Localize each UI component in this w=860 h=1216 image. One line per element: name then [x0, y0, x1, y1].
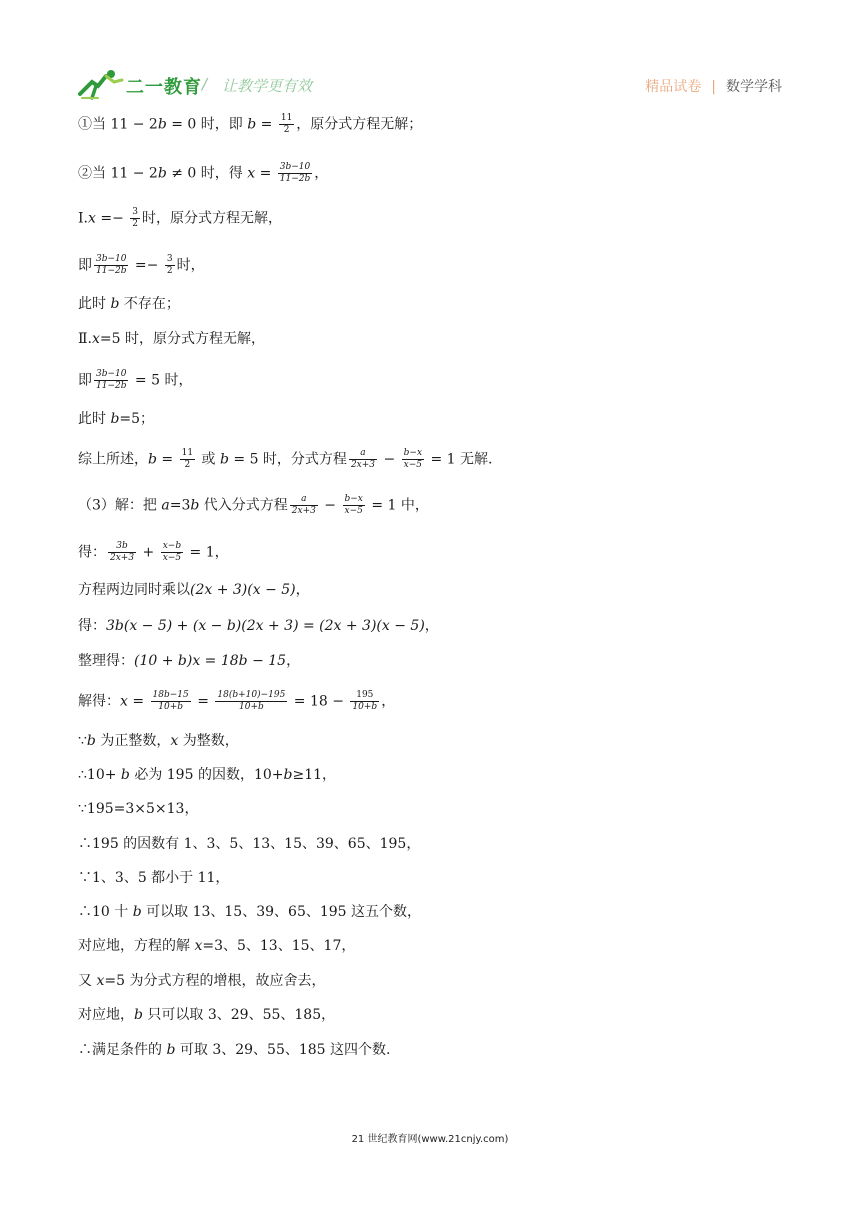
text: Ⅰ. [78, 210, 88, 227]
text: = 18 − [289, 693, 349, 710]
text: = 1 中， [366, 497, 429, 514]
variable: b [148, 451, 157, 468]
text: ， [286, 653, 301, 669]
text: − [379, 451, 400, 468]
text: = [255, 165, 276, 182]
fraction [290, 494, 318, 517]
text: =5； [119, 411, 155, 427]
solution-line [78, 254, 205, 277]
tag-premium-paper: 精品试卷 [645, 79, 702, 95]
variable: x [247, 165, 256, 182]
text: 即 [78, 372, 92, 389]
denominator: x−5 [403, 460, 423, 470]
page-header [0, 0, 860, 110]
variable: b [219, 451, 229, 468]
fraction [215, 690, 287, 713]
header-tags [645, 76, 782, 96]
solution-line [78, 207, 282, 230]
numerator: 11 [280, 113, 293, 123]
text: ∴10+ [78, 767, 121, 783]
denominator: 2 [166, 266, 173, 276]
solution-line: ∴195 的因数有 1、3、5、13、15、39、65、195， [78, 836, 421, 852]
text: 解得： [78, 693, 120, 710]
text: − [319, 497, 341, 514]
text: 又 [78, 973, 97, 989]
variable: x [91, 331, 100, 347]
denominator: 10+b [158, 702, 184, 712]
fraction [130, 207, 140, 230]
solution-line [78, 494, 429, 517]
solution-line [78, 369, 192, 392]
solution-line [78, 731, 239, 751]
text: 得： [78, 618, 106, 634]
denominator: 11−2b [96, 381, 127, 391]
text: =3、5、13、15、17， [202, 938, 356, 954]
text: = [192, 693, 214, 710]
fraction [349, 448, 377, 471]
brand-slogan: 让教学更有效 [222, 77, 313, 95]
fraction [180, 448, 195, 471]
fraction [278, 162, 312, 185]
header-slash: / [202, 75, 208, 93]
numerator: 18b−15 [152, 690, 189, 700]
denominator: 2 [132, 219, 138, 229]
numerator: 195 [350, 690, 379, 702]
variable: x [120, 693, 128, 710]
fraction [350, 690, 379, 713]
text: Ⅱ. [78, 331, 92, 347]
text: 为正整数， [95, 733, 171, 749]
denominator: x−5 [344, 506, 363, 516]
fraction [279, 113, 294, 136]
fraction [343, 494, 365, 517]
solution-line [78, 616, 439, 636]
text: = 1 无解. [426, 451, 493, 468]
variable: x [170, 733, 179, 749]
variable: x [194, 938, 203, 954]
variable: b [166, 1042, 176, 1058]
brand-name: 二一教育 [126, 77, 202, 98]
solution-line [78, 902, 421, 922]
text: 整理得： [78, 653, 134, 669]
text: 或 [197, 451, 220, 468]
fraction [161, 541, 183, 564]
text: ①当 11 − 2 [78, 116, 158, 133]
text: ， [424, 618, 439, 634]
variable: b [157, 116, 167, 133]
denominator: 10+b [352, 702, 378, 712]
solution-line [78, 765, 336, 785]
fraction [94, 254, 128, 277]
numerator: x−b [162, 541, 182, 551]
text: ≥11， [292, 767, 337, 783]
text: ②当 11 − 2 [78, 165, 158, 182]
text: （3）解：把 [78, 497, 162, 514]
solution-line: ∵195=3×5×13， [78, 801, 199, 817]
text: =5 为分式方程的增根，故应舍去， [104, 973, 326, 989]
solution-line [78, 690, 395, 713]
text: + [138, 544, 159, 561]
text: =3 [169, 497, 191, 514]
solution-line: ∵1、3、5 都小于 11， [78, 870, 230, 886]
text: = 0 时，即 [166, 116, 248, 133]
solution-line [78, 971, 325, 991]
solution-line [78, 541, 229, 564]
text: 综上所述， [78, 451, 148, 468]
solution-line [78, 580, 310, 600]
math-expression: (10 + b)x = 18b − 15 [134, 653, 287, 669]
numerator: a [349, 448, 377, 460]
text: 方程两边同时乘以 [78, 582, 190, 598]
numerator: 3b−10 [279, 162, 311, 172]
numerator: b−x [403, 448, 423, 458]
text: 代入分式方程 [199, 497, 288, 514]
math-expression: (2x + 3)(x − 5) [190, 582, 296, 598]
text: 时， [176, 257, 205, 274]
solution-line [78, 1005, 335, 1025]
text: ， [381, 693, 396, 710]
solution-line [78, 162, 328, 185]
text: 为整数， [178, 733, 239, 749]
text: 得： [78, 544, 106, 561]
text: 对应地， [78, 1007, 134, 1023]
variable: b [247, 116, 257, 133]
variable: x [96, 973, 105, 989]
numerator: b−x [344, 494, 363, 504]
text: 对应地，方程的解 [78, 938, 195, 954]
text: 可取 3、29、55、185 这四个数. [175, 1042, 391, 1058]
variable: b [283, 767, 293, 783]
solution-line [78, 651, 300, 671]
text: =− [130, 257, 163, 274]
text: ∴满足条件的 [78, 1042, 167, 1058]
numerator: a [290, 494, 318, 506]
text: ∴10 十 [78, 904, 133, 920]
fraction [402, 448, 424, 471]
denominator: 11−2b [96, 266, 127, 276]
fraction [108, 541, 136, 564]
math-expression: 3b(x − 5) + (x − b)(2x + 3) = (2x + 3)(x − 5) [106, 618, 425, 634]
tag-subject: 数学学科 [726, 79, 782, 95]
denominator: 2x+3 [350, 460, 376, 470]
solution-line [78, 409, 154, 429]
text: 不存在； [119, 296, 180, 312]
running-man-logo-icon [78, 68, 124, 100]
text: 时，原分式方程无解， [142, 210, 282, 227]
solution-line [78, 936, 355, 956]
text: 只可以取 3、29、55、185， [142, 1007, 336, 1023]
numerator: 11 [181, 448, 194, 458]
numerator: 18(b+10)−195 [217, 690, 286, 700]
denominator: 11−2b [279, 174, 311, 184]
text: =− [95, 210, 129, 227]
page-footer: 21 世纪教育网(www.21cnjy.com) [351, 1134, 509, 1145]
variable: b [157, 165, 167, 182]
numerator: 3b [108, 541, 136, 553]
variable: x [87, 210, 96, 227]
denominator: 2x+3 [291, 506, 316, 516]
text: = [127, 693, 149, 710]
denominator: 2 [184, 460, 191, 470]
variable: b [132, 904, 142, 920]
variable: b [120, 767, 130, 783]
solution-line [78, 448, 493, 471]
fraction [94, 369, 128, 392]
variable: a [161, 497, 170, 514]
text: 必为 195 的因数，10+ [129, 767, 284, 783]
variable: b [134, 1007, 143, 1023]
numerator: 3b−10 [96, 254, 127, 264]
text: ∵ [78, 733, 87, 749]
denominator: 10+b [239, 702, 264, 712]
denominator: x−5 [162, 553, 182, 563]
variable: b [190, 497, 200, 514]
text: ， [295, 582, 310, 598]
fraction [165, 254, 175, 277]
denominator: 2 [283, 125, 290, 135]
text: = 1， [185, 544, 229, 561]
text: = [256, 116, 277, 133]
variable: b [110, 296, 120, 312]
text: 可以取 13、15、39、65、195 这五个数， [141, 904, 422, 920]
tag-separator: | [711, 79, 716, 95]
fraction [151, 690, 191, 713]
numerator: 3 [132, 207, 138, 217]
text: = 5 时，分式方程 [228, 451, 347, 468]
variable: b [86, 733, 96, 749]
solution-line [78, 1040, 390, 1060]
solution-line [78, 329, 265, 349]
solution-line [78, 113, 422, 136]
text: = [156, 451, 178, 468]
text: = 5 时， [130, 372, 193, 389]
solution-line [78, 294, 180, 314]
text: 即 [78, 257, 92, 274]
text: 此时 [78, 411, 111, 427]
text: =5 时，原分式方程无解， [99, 331, 265, 347]
numerator: 3b−10 [96, 369, 127, 379]
text: ， [314, 165, 329, 182]
denominator: 2x+3 [110, 553, 135, 563]
text: ≠ 0 时，得 [166, 165, 248, 182]
text: ，原分式方程无解； [296, 116, 423, 133]
numerator: 3 [166, 254, 173, 264]
text: 此时 [78, 296, 111, 312]
variable: b [110, 411, 120, 427]
